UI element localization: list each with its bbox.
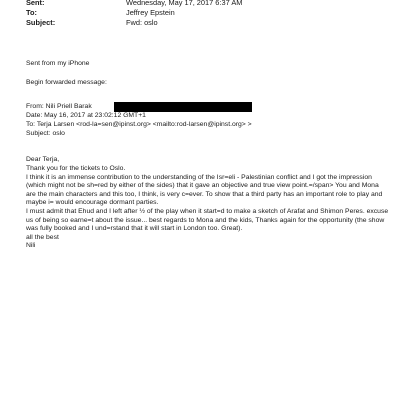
message-line: (which might not be sh=red by either of the sides) that it gave an objective and true view point.=/span> You and Mona [26,182,379,190]
message-line: are the main characters and this too, I think, is very c=ever. To show that a third party has an important role to play and [26,190,383,198]
greeting: Dear Terja, [26,156,60,163]
forwarded-from: From: Nili Priell Barak [26,103,92,110]
begin-forwarded-message: Begin forwarded message: [26,79,107,86]
forwarded-date: Date: May 16, 2017 at 23:02:12 GMT+1 [26,112,146,119]
to-label: To: [26,8,37,17]
message-line: Thank you for the tickets to Oslo. [26,165,126,172]
message-line: was fully booked and I und=rstand that it will start in London too. Great). [26,225,243,233]
subject-label: Subject: [26,18,56,27]
subject-value: Fwd: oslo [126,18,158,27]
redaction-bar [114,102,252,112]
message-line: maybe i= would encourage dormant parties. [26,199,159,207]
message-line: I must admit that Ehud and I left after ½ of the play when it start=d to make a sketch of Arafat and Shimon Peres. excuse [26,207,389,215]
to-value: Jeffrey Epstein [126,8,175,17]
message-line: all the best [26,233,59,241]
message-line: Nili [26,242,36,250]
forwarded-subject: Subject: oslo [26,130,65,137]
message-body [26,165,389,251]
message-line: I think it is an immense contribution to the understanding of the Isr=eli - Palestinian conflict and I got the impression [26,173,372,181]
message-line: us of being so earne=t about the issue... best regards to Mona and the kids, Thanks again for the opportunity (the show [26,216,385,224]
forwarded-to: To: Terja Larsen <rod-la=sen@ipinst.org> <mailto:rod-larsen@ipinst.org> > [26,121,252,128]
sent-from-iphone: Sent from my iPhone [26,60,90,67]
sent-value: Wednesday, May 17, 2017 6:37 AM [126,0,243,7]
sent-label: Sent: [26,0,45,7]
